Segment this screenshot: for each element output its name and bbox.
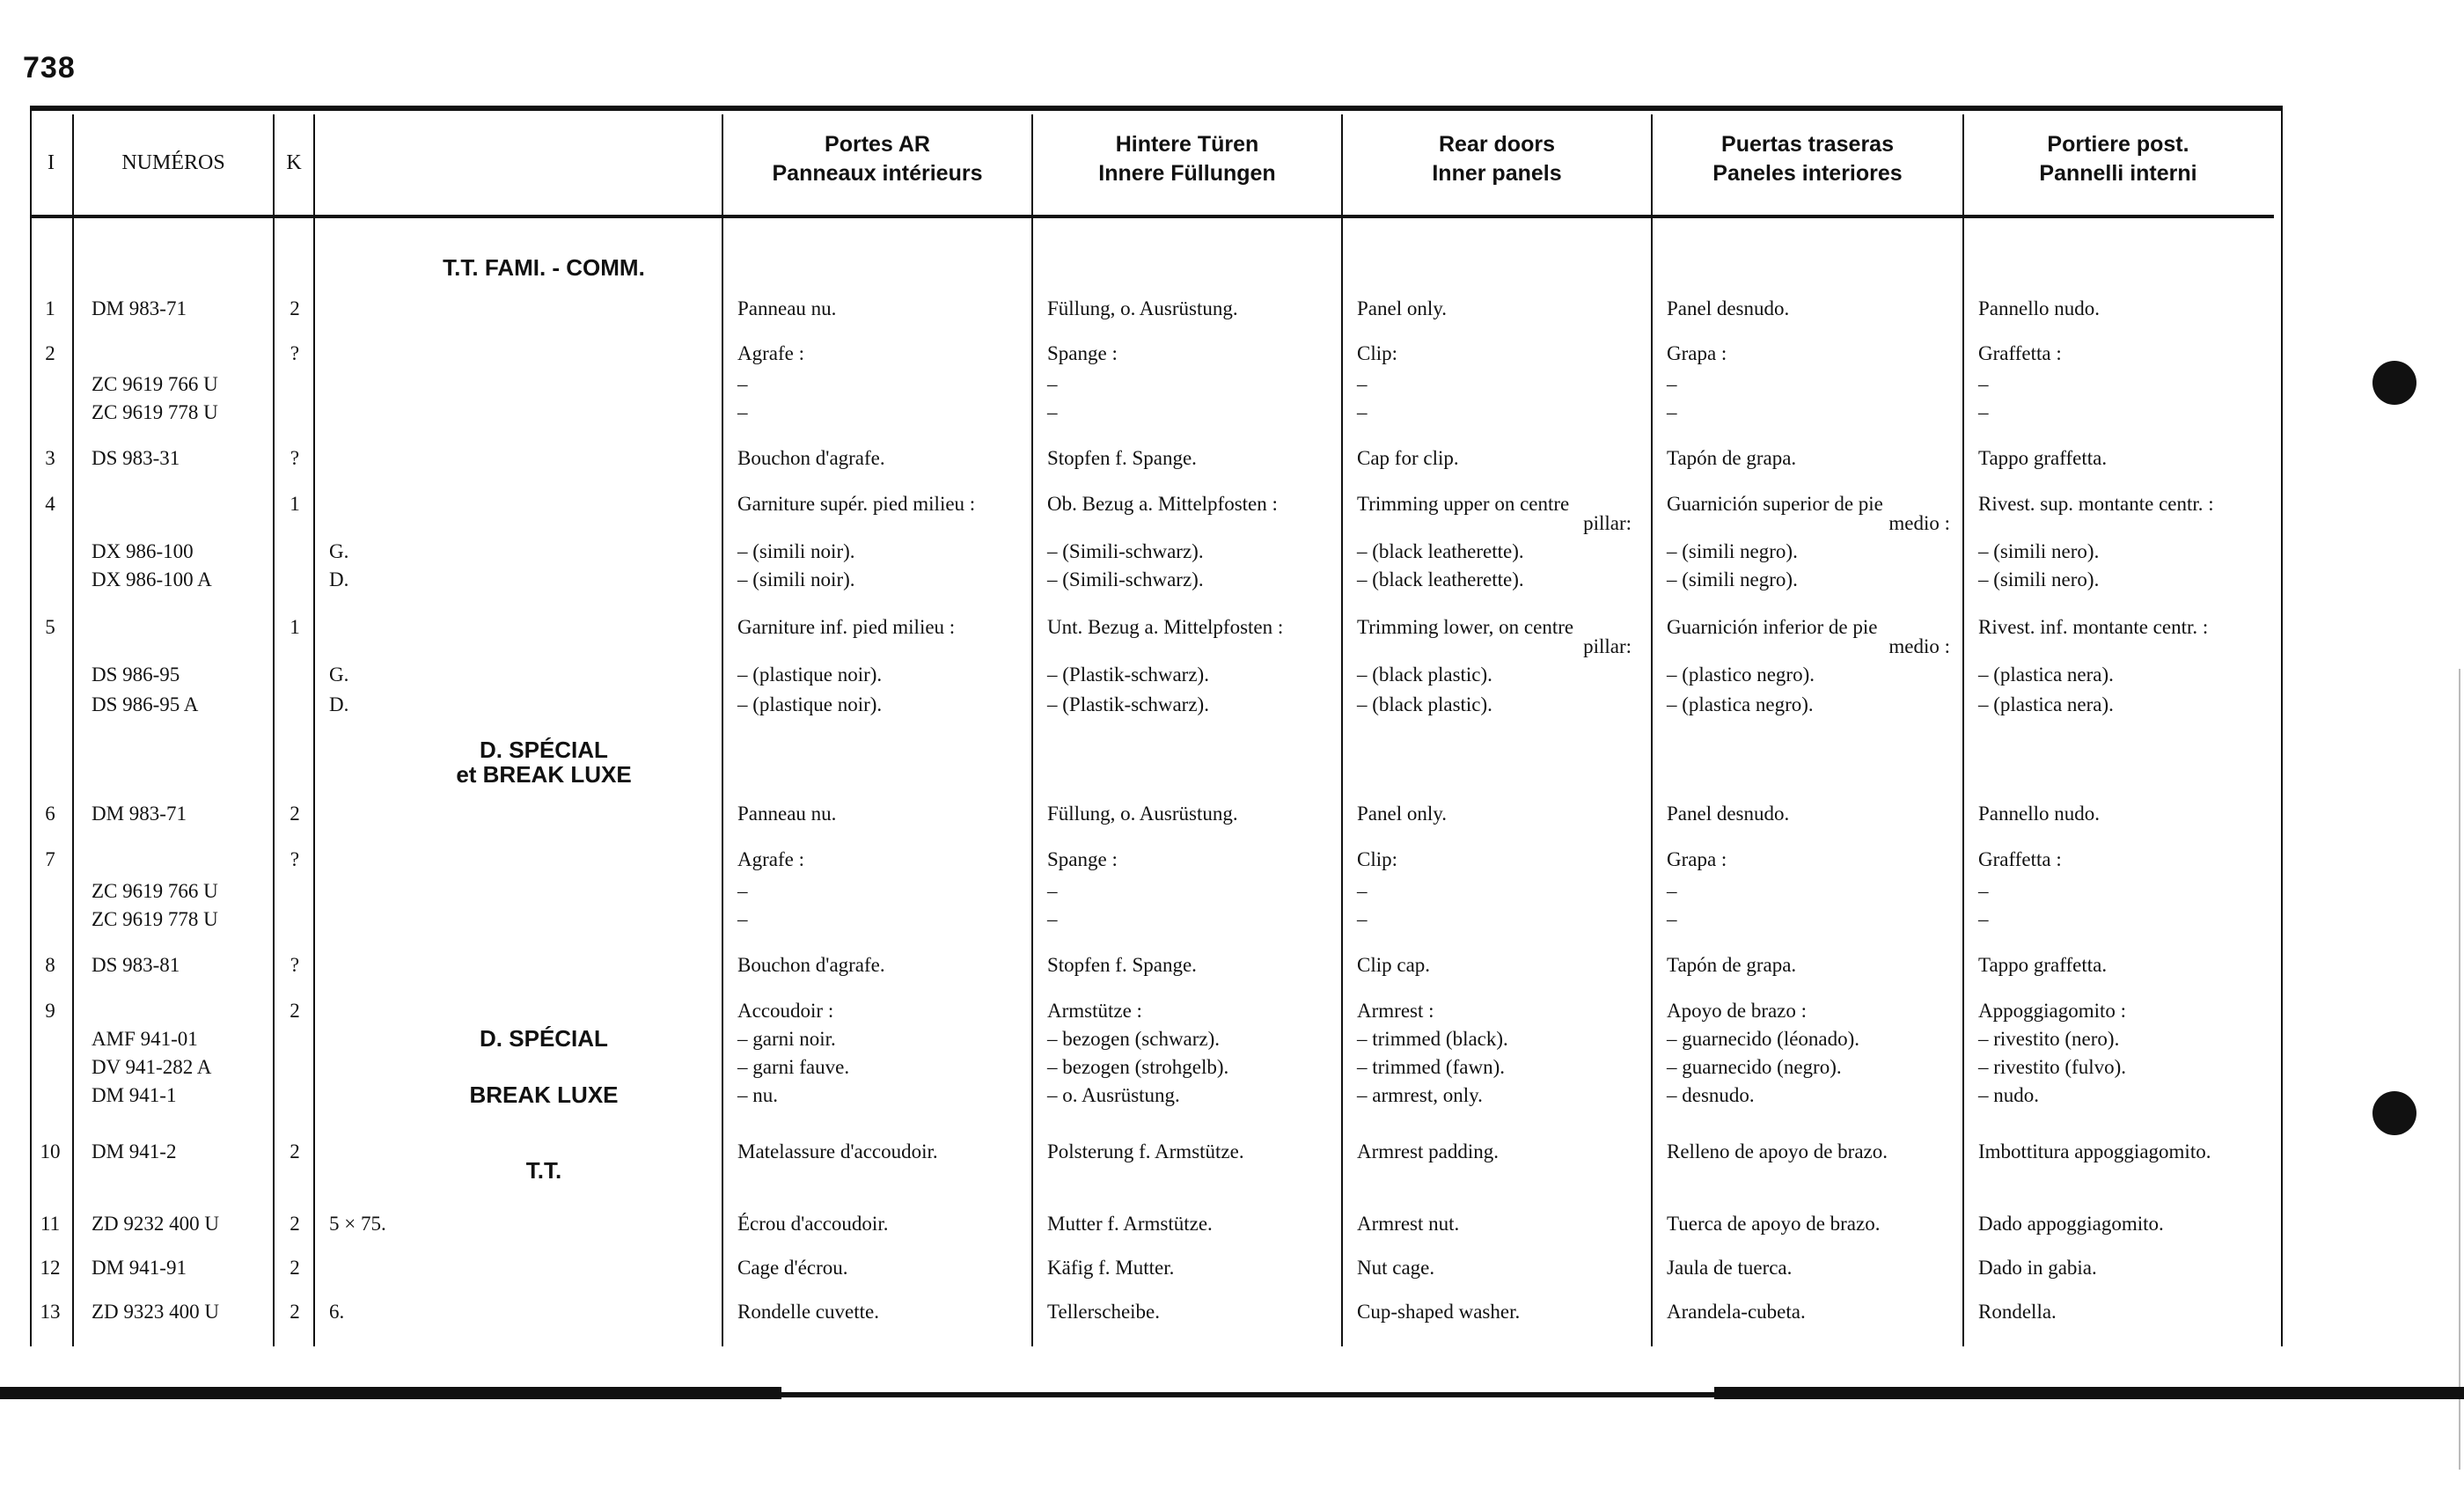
desc-spanish: Tapón de grapa. xyxy=(1667,447,1797,469)
part-number: DV 941-282 A xyxy=(92,1056,212,1078)
item-number: 7 xyxy=(45,848,55,870)
column-rule xyxy=(72,114,74,1346)
quantity: 2 xyxy=(290,803,300,825)
desc-italian: Appoggiagomito : xyxy=(1978,1000,2127,1022)
desc-german: – (Plastik-schwarz). xyxy=(1047,664,1209,686)
desc-english: – trimmed (black). xyxy=(1357,1028,1508,1050)
desc-english: – trimmed (fawn). xyxy=(1357,1056,1505,1078)
item-number: 1 xyxy=(45,297,55,319)
part-number: DM 983-71 xyxy=(92,297,187,319)
desc-italian: – (simili nero). xyxy=(1978,540,2100,562)
desc-italian: – xyxy=(1978,373,1989,395)
item-number: 10 xyxy=(40,1140,61,1162)
item-number: 11 xyxy=(40,1213,61,1235)
quantity: 2 xyxy=(290,1301,300,1323)
desc-spanish: – desnudo. xyxy=(1667,1084,1755,1106)
desc-german: Ob. Bezug a. Mittelpfosten : xyxy=(1047,493,1278,515)
part-number: ZD 9232 400 U xyxy=(92,1213,220,1235)
desc-french: – (simili noir). xyxy=(737,540,855,562)
desc-spanish: – guarnecido (negro). xyxy=(1667,1056,1842,1078)
item-number: 5 xyxy=(45,616,55,638)
desc-english: Trimming upper on centre xyxy=(1357,493,1570,515)
column-rule xyxy=(1962,114,1964,1346)
desc-english: Armrest padding. xyxy=(1357,1140,1499,1162)
quantity: 1 xyxy=(290,493,300,515)
desc-spanish: – xyxy=(1667,373,1677,395)
item-number: 9 xyxy=(45,1000,55,1022)
desc-english: Panel only. xyxy=(1357,803,1447,825)
part-number: DX 986-100 xyxy=(92,540,194,562)
desc-german: – xyxy=(1047,401,1058,423)
desc-italian: – (plastica nera). xyxy=(1978,664,2114,686)
desc-italian: Rivest. sup. montante centr. : xyxy=(1978,493,2214,515)
item-number: 2 xyxy=(45,342,55,364)
desc-german: – xyxy=(1047,880,1058,902)
desc-spanish: Grapa : xyxy=(1667,342,1727,364)
side-marker: D. xyxy=(329,693,349,715)
part-number: ZC 9619 766 U xyxy=(92,880,218,902)
quantity: 2 xyxy=(290,1000,300,1022)
desc-french: Panneau nu. xyxy=(737,297,837,319)
part-number: DM 941-1 xyxy=(92,1084,177,1106)
desc-german: Mutter f. Armstütze. xyxy=(1047,1213,1213,1235)
header-german-line2: Innere Füllungen xyxy=(1098,161,1276,186)
desc-german: – o. Ausrüstung. xyxy=(1047,1084,1180,1106)
header-spanish-line2: Paneles interiores xyxy=(1712,161,1903,186)
page-number: 738 xyxy=(23,51,76,84)
part-number: DS 983-81 xyxy=(92,954,180,976)
header-french xyxy=(723,130,1031,201)
desc-italian: – rivestito (nero). xyxy=(1978,1028,2120,1050)
desc-spanish: Panel desnudo. xyxy=(1667,297,1790,319)
desc-english-cont: pillar: xyxy=(1583,512,1632,534)
desc-italian: – (simili nero). xyxy=(1978,568,2100,590)
desc-french: Bouchon d'agrafe. xyxy=(737,954,885,976)
desc-french: Rondelle cuvette. xyxy=(737,1301,879,1323)
desc-english: – xyxy=(1357,373,1368,395)
desc-italian: Rondella. xyxy=(1978,1301,2057,1323)
punch-hole xyxy=(2372,1091,2416,1135)
desc-italian: Pannello nudo. xyxy=(1978,803,2100,825)
desc-spanish: – (simili negro). xyxy=(1667,540,1798,562)
desc-german: Armstütze : xyxy=(1047,1000,1142,1022)
desc-german: Stopfen f. Spange. xyxy=(1047,954,1197,976)
desc-french: Accoudoir : xyxy=(737,1000,834,1022)
desc-french: – xyxy=(737,401,748,423)
header-italian-line2: Pannelli interni xyxy=(2039,161,2197,186)
desc-italian: – (plastica nera). xyxy=(1978,693,2114,715)
header-k: K xyxy=(286,150,302,174)
desc-italian: – xyxy=(1978,908,1989,930)
bottom-rule xyxy=(781,1392,1714,1397)
part-number: AMF 941-01 xyxy=(92,1028,198,1050)
quantity: 2 xyxy=(290,1257,300,1279)
table-top-rule xyxy=(30,106,2283,111)
desc-german: – xyxy=(1047,373,1058,395)
desc-italian: Tappo graffetta. xyxy=(1978,447,2108,469)
item-number: 6 xyxy=(45,803,55,825)
desc-french: Garniture inf. pied milieu : xyxy=(737,616,956,638)
part-number: ZC 9619 766 U xyxy=(92,373,218,395)
desc-spanish: – xyxy=(1667,880,1677,902)
desc-french: Cage d'écrou. xyxy=(737,1257,848,1279)
item-number: 12 xyxy=(40,1257,61,1279)
quantity: ? xyxy=(290,342,300,364)
desc-french: – (plastique noir). xyxy=(737,664,883,686)
header-spanish xyxy=(1653,130,1962,201)
desc-english: – (black leatherette). xyxy=(1357,540,1524,562)
desc-italian: – nudo. xyxy=(1978,1084,2039,1106)
desc-german: Tellerscheibe. xyxy=(1047,1301,1161,1323)
part-number: DS 983-31 xyxy=(92,447,180,469)
desc-italian: Imbottitura appoggiagomito. xyxy=(1978,1140,2211,1162)
desc-french: – nu. xyxy=(737,1084,778,1106)
desc-spanish: – (simili negro). xyxy=(1667,568,1798,590)
desc-german: Käfig f. Mutter. xyxy=(1047,1257,1175,1279)
item-number: 8 xyxy=(45,954,55,976)
item-number: 4 xyxy=(45,493,55,515)
desc-french: – (simili noir). xyxy=(737,568,855,590)
desc-english: – armrest, only. xyxy=(1357,1084,1483,1106)
desc-spanish: – (plastica negro). xyxy=(1667,693,1814,715)
item-number: 13 xyxy=(40,1301,61,1323)
desc-spanish: – xyxy=(1667,908,1677,930)
desc-italian: Rivest. inf. montante centr. : xyxy=(1978,616,2209,638)
desc-english: – (black leatherette). xyxy=(1357,568,1524,590)
section-heading: BREAK LUXE xyxy=(469,1082,619,1108)
quantity: ? xyxy=(290,848,300,870)
column-rule xyxy=(1341,114,1343,1346)
desc-english: Trimming lower, on centre xyxy=(1357,616,1574,638)
desc-english: Cap for clip. xyxy=(1357,447,1459,469)
section-heading: T.T. xyxy=(525,1157,562,1184)
desc-french: Garniture supér. pied milieu : xyxy=(737,493,976,515)
header-index: I xyxy=(48,150,55,174)
header-english-line1: Rear doors xyxy=(1439,132,1555,157)
header-english xyxy=(1343,130,1651,201)
desc-french: Agrafe : xyxy=(737,848,804,870)
header-numbers: NUMÉROS xyxy=(121,150,225,174)
desc-french: – (plastique noir). xyxy=(737,693,883,715)
desc-spanish: Tapón de grapa. xyxy=(1667,954,1797,976)
desc-italian: Graffetta : xyxy=(1978,848,2062,870)
header-french-line1: Portes AR xyxy=(825,132,930,157)
desc-english: – xyxy=(1357,401,1368,423)
desc-italian: Dado in gabia. xyxy=(1978,1257,2097,1279)
bottom-rule xyxy=(0,1387,781,1399)
desc-spanish: Jaula de tuerca. xyxy=(1667,1257,1793,1279)
desc-german: – (Simili-schwarz). xyxy=(1047,568,1204,590)
desc-german: Spange : xyxy=(1047,848,1118,870)
desc-spanish: Guarnición superior de pie xyxy=(1667,493,1883,515)
column-rule xyxy=(1651,114,1653,1346)
desc-english: Cup-shaped washer. xyxy=(1357,1301,1521,1323)
part-number: ZD 9323 400 U xyxy=(92,1301,220,1323)
desc-italian: Graffetta : xyxy=(1978,342,2062,364)
part-number: ZC 9619 778 U xyxy=(92,401,218,423)
page-edge xyxy=(2459,669,2460,1470)
desc-french: – xyxy=(737,880,748,902)
desc-spanish: – guarnecido (léonado). xyxy=(1667,1028,1860,1050)
desc-spanish: Arandela-cubeta. xyxy=(1667,1301,1806,1323)
item-number: 3 xyxy=(45,447,55,469)
bottom-rule xyxy=(1714,1387,2464,1399)
quantity: 2 xyxy=(290,1140,300,1162)
desc-french: Matelassure d'accoudoir. xyxy=(737,1140,938,1162)
dimension-note: 6. xyxy=(329,1301,345,1323)
desc-german: – bezogen (strohgelb). xyxy=(1047,1056,1229,1078)
desc-english: Armrest : xyxy=(1357,1000,1434,1022)
part-number: DM 983-71 xyxy=(92,803,187,825)
desc-english: – (black plastic). xyxy=(1357,664,1492,686)
desc-english: Panel only. xyxy=(1357,297,1447,319)
desc-french: – garni fauve. xyxy=(737,1056,850,1078)
desc-spanish: Guarnición inferior de pie xyxy=(1667,616,1878,638)
part-number: DS 986-95 xyxy=(92,664,180,686)
part-number: DM 941-2 xyxy=(92,1140,177,1162)
header-spanish-line1: Puertas traseras xyxy=(1721,132,1894,157)
section-heading: T.T. FAMI. - COMM. xyxy=(443,254,645,281)
desc-spanish: Tuerca de apoyo de brazo. xyxy=(1667,1213,1881,1235)
part-number: DX 986-100 A xyxy=(92,568,212,590)
desc-italian: Tappo graffetta. xyxy=(1978,954,2108,976)
desc-english: – (black plastic). xyxy=(1357,693,1492,715)
header-french-line2: Panneaux intérieurs xyxy=(772,161,983,186)
desc-german: – xyxy=(1047,908,1058,930)
part-number: DM 941-91 xyxy=(92,1257,187,1279)
desc-german: Füllung, o. Ausrüstung. xyxy=(1047,297,1238,319)
desc-english: Clip cap. xyxy=(1357,954,1431,976)
side-marker: D. xyxy=(329,568,349,590)
quantity: ? xyxy=(290,447,300,469)
section-heading: D. SPÉCIAL xyxy=(480,737,608,763)
quantity: 2 xyxy=(290,297,300,319)
desc-english: Clip: xyxy=(1357,342,1398,364)
desc-spanish: Grapa : xyxy=(1667,848,1727,870)
desc-french: – xyxy=(737,908,748,930)
punch-hole xyxy=(2372,361,2416,405)
header-german xyxy=(1033,130,1341,201)
desc-spanish: Apoyo de brazo : xyxy=(1667,1000,1808,1022)
parts-catalog-table xyxy=(30,106,2283,1345)
desc-spanish: Panel desnudo. xyxy=(1667,803,1790,825)
desc-english: Nut cage. xyxy=(1357,1257,1435,1279)
desc-english-cont: pillar: xyxy=(1583,635,1632,657)
header-italian xyxy=(1964,130,2272,201)
section-heading: D. SPÉCIAL xyxy=(480,1025,608,1052)
desc-german: Polsterung f. Armstütze. xyxy=(1047,1140,1244,1162)
quantity: ? xyxy=(290,954,300,976)
section-heading: et BREAK LUXE xyxy=(456,761,632,788)
desc-french: Panneau nu. xyxy=(737,803,837,825)
desc-french: Écrou d'accoudoir. xyxy=(737,1213,889,1235)
desc-spanish-cont: medio : xyxy=(1888,635,1950,657)
desc-german: Spange : xyxy=(1047,342,1118,364)
desc-spanish: – (plastico negro). xyxy=(1667,664,1815,686)
desc-english: Clip: xyxy=(1357,848,1398,870)
quantity: 2 xyxy=(290,1213,300,1235)
desc-italian: Dado appoggiagomito. xyxy=(1978,1213,2164,1235)
column-rule xyxy=(1031,114,1033,1346)
part-number: ZC 9619 778 U xyxy=(92,908,218,930)
desc-english: – xyxy=(1357,880,1368,902)
desc-french: – garni noir. xyxy=(737,1028,836,1050)
column-rule xyxy=(2281,106,2283,1346)
header-italian-line1: Portiere post. xyxy=(2047,132,2189,157)
desc-german: – (Plastik-schwarz). xyxy=(1047,693,1209,715)
header-german-line1: Hintere Türen xyxy=(1115,132,1259,157)
desc-english: Armrest nut. xyxy=(1357,1213,1460,1235)
side-marker: G. xyxy=(329,664,349,686)
desc-german: – bezogen (schwarz). xyxy=(1047,1028,1221,1050)
header-bottom-rule xyxy=(30,215,2274,218)
side-marker: G. xyxy=(329,540,349,562)
desc-italian: – xyxy=(1978,880,1989,902)
desc-german: Unt. Bezug a. Mittelpfosten : xyxy=(1047,616,1284,638)
desc-spanish: Relleno de apoyo de brazo. xyxy=(1667,1140,1888,1162)
desc-french: – xyxy=(737,373,748,395)
part-number: DS 986-95 A xyxy=(92,693,199,715)
desc-italian: – rivestito (fulvo). xyxy=(1978,1056,2126,1078)
desc-german: Füllung, o. Ausrüstung. xyxy=(1047,803,1238,825)
header-english-line2: Inner panels xyxy=(1432,161,1562,186)
desc-french: Bouchon d'agrafe. xyxy=(737,447,885,469)
desc-german: Stopfen f. Spange. xyxy=(1047,447,1197,469)
dimension-note: 5 × 75. xyxy=(329,1213,386,1235)
desc-english: – xyxy=(1357,908,1368,930)
desc-spanish-cont: medio : xyxy=(1888,512,1950,534)
quantity: 1 xyxy=(290,616,300,638)
desc-spanish: – xyxy=(1667,401,1677,423)
desc-italian: – xyxy=(1978,401,1989,423)
desc-german: – (Simili-schwarz). xyxy=(1047,540,1204,562)
desc-french: Agrafe : xyxy=(737,342,804,364)
desc-italian: Pannello nudo. xyxy=(1978,297,2100,319)
